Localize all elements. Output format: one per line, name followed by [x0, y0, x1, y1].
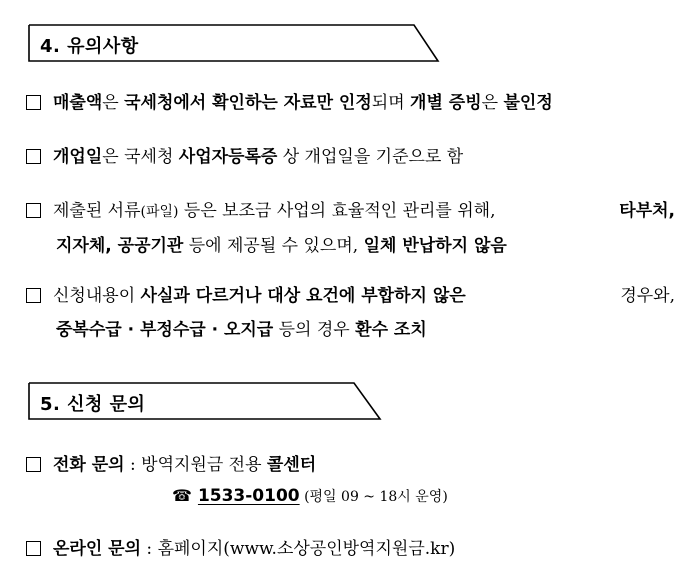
checkbox-icon	[26, 457, 41, 472]
text-bold: 국세청에서 확인하는 자료만 인정	[124, 93, 372, 113]
call-center-label: 콜센터	[266, 455, 317, 475]
text-bold: 환수 조치	[355, 320, 427, 340]
homepage-text[interactable]: 홈페이지(www.소상공인방역지원금.kr)	[157, 539, 456, 559]
notice-item-recovery	[26, 279, 675, 347]
text-bold: 사업자등록증	[178, 147, 278, 167]
text-normal: 되며	[371, 93, 411, 113]
text-normal: 신청내용이	[53, 286, 141, 306]
separator: :	[124, 455, 142, 475]
notice-item-revenue	[26, 86, 675, 120]
phone-number[interactable]: 1533-0100	[197, 486, 300, 506]
telephone-icon: ☎	[172, 486, 192, 505]
notice-item-documents	[26, 194, 675, 263]
checkbox-icon	[26, 95, 41, 110]
text-normal: 은	[481, 93, 504, 113]
online-inquiry-label: 온라인 문의	[53, 539, 142, 559]
operating-hours: (평일 09 ~ 18시 운영)	[299, 489, 448, 505]
notice-item-open-date	[26, 140, 675, 174]
inquiry-phone	[26, 448, 675, 482]
text-normal: 등의 경우	[273, 320, 356, 340]
checkbox-icon	[26, 541, 41, 556]
text-bold: 타부처,	[619, 201, 675, 221]
text-normal: 방역지원금 전용	[141, 455, 267, 475]
text-bold: 개별 증빙	[410, 93, 482, 113]
phone-number-line	[172, 486, 448, 506]
section-4-header	[28, 24, 440, 62]
checkbox-icon	[26, 203, 41, 218]
section-5-title: 5. 신청 문의	[40, 394, 146, 415]
inquiry-online	[26, 532, 675, 566]
phone-inquiry-label: 전화 문의	[53, 455, 125, 475]
text-bold: 중복수급 · 부정수급 · 오지급	[56, 320, 274, 340]
section-4-title: 4. 유의사항	[40, 36, 139, 57]
text-normal: 상 개업일을 기준으로 함	[277, 147, 464, 167]
text-bold: 지자체, 공공기관	[56, 236, 184, 256]
text-normal: 제출된 서류	[53, 201, 141, 221]
text-normal: 경우와,	[620, 286, 675, 306]
checkbox-icon	[26, 149, 41, 164]
text-normal: 은	[102, 93, 125, 113]
separator: :	[141, 539, 158, 559]
text-normal-small: (파일)	[140, 204, 179, 220]
text-bold: 개업일	[53, 147, 103, 167]
text-normal: 은 국세청	[102, 147, 179, 167]
section-5-header	[28, 382, 440, 420]
text-bold: 매출액	[53, 93, 103, 113]
text-normal: 등은 보조금 사업의 효율적인 관리를 위해,	[178, 201, 496, 221]
text-bold: 사실과 다르거나 대상 요건에 부합하지 않은	[140, 286, 466, 306]
checkbox-icon	[26, 288, 41, 303]
text-normal: 등에 제공될 수 있으며,	[183, 236, 364, 256]
text-bold: 일체 반납하지 않음	[363, 236, 507, 256]
text-bold: 불인정	[503, 93, 553, 113]
